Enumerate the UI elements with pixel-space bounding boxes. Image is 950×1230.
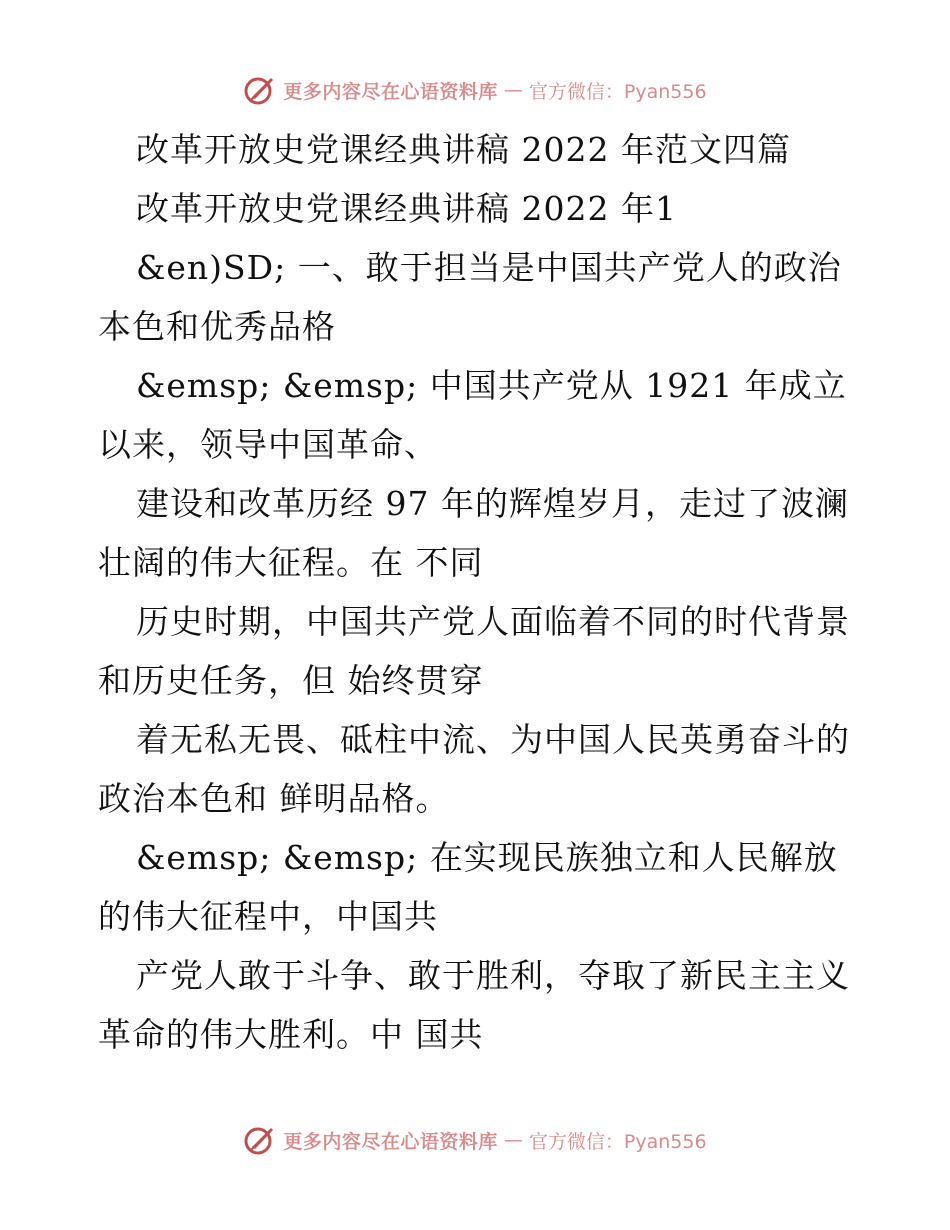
- footer-contact: 官方微信：Pyan556: [528, 1130, 707, 1153]
- paragraph: 产党人敢于斗争、敢于胜利，夺取了新民主主义革命的伟大胜利。中 国共: [98, 956, 850, 1054]
- document-body: [98, 120, 858, 1064]
- header-watermark: [0, 70, 950, 110]
- header-separator: —: [503, 79, 523, 101]
- paragraph: &emsp; &emsp; 中国共产党从 1921 年成立以来，领导中国革命、: [98, 366, 847, 464]
- paragraph: 建设和改革历经 97 年的辉煌岁月，走过了波澜壮阔的伟大征程。在 不同: [98, 484, 849, 582]
- paragraph: 着无私无畏、砥柱中流、为中国人民英勇奋斗的政治本色和 鲜明品格。: [98, 720, 850, 818]
- footer-watermark: [0, 1120, 950, 1160]
- document-title: 改革开放史党课经典讲稿 2022 年范文四篇: [136, 130, 791, 169]
- header-contact: 官方微信：Pyan556: [528, 80, 707, 103]
- quill-logo-icon: [243, 73, 277, 107]
- header-brand-text: 更多内容尽在心语资料库: [283, 80, 498, 103]
- quill-logo-icon: [243, 1123, 277, 1157]
- paragraph: 改革开放史党课经典讲稿 2022 年1: [136, 189, 677, 228]
- footer-brand-text: 更多内容尽在心语资料库: [283, 1130, 498, 1153]
- footer-separator: —: [503, 1129, 523, 1151]
- paragraph: &emsp; &emsp; 在实现民族独立和人民解放的伟大征程中，中国共: [98, 838, 838, 936]
- paragraph: &en)SD; 一、敢于担当是中国共产党人的政治本色和优秀品格: [98, 248, 842, 346]
- paragraph: 历史时期，中国共产党人面临着不同的时代背景和历史任务，但 始终贯穿: [98, 602, 850, 700]
